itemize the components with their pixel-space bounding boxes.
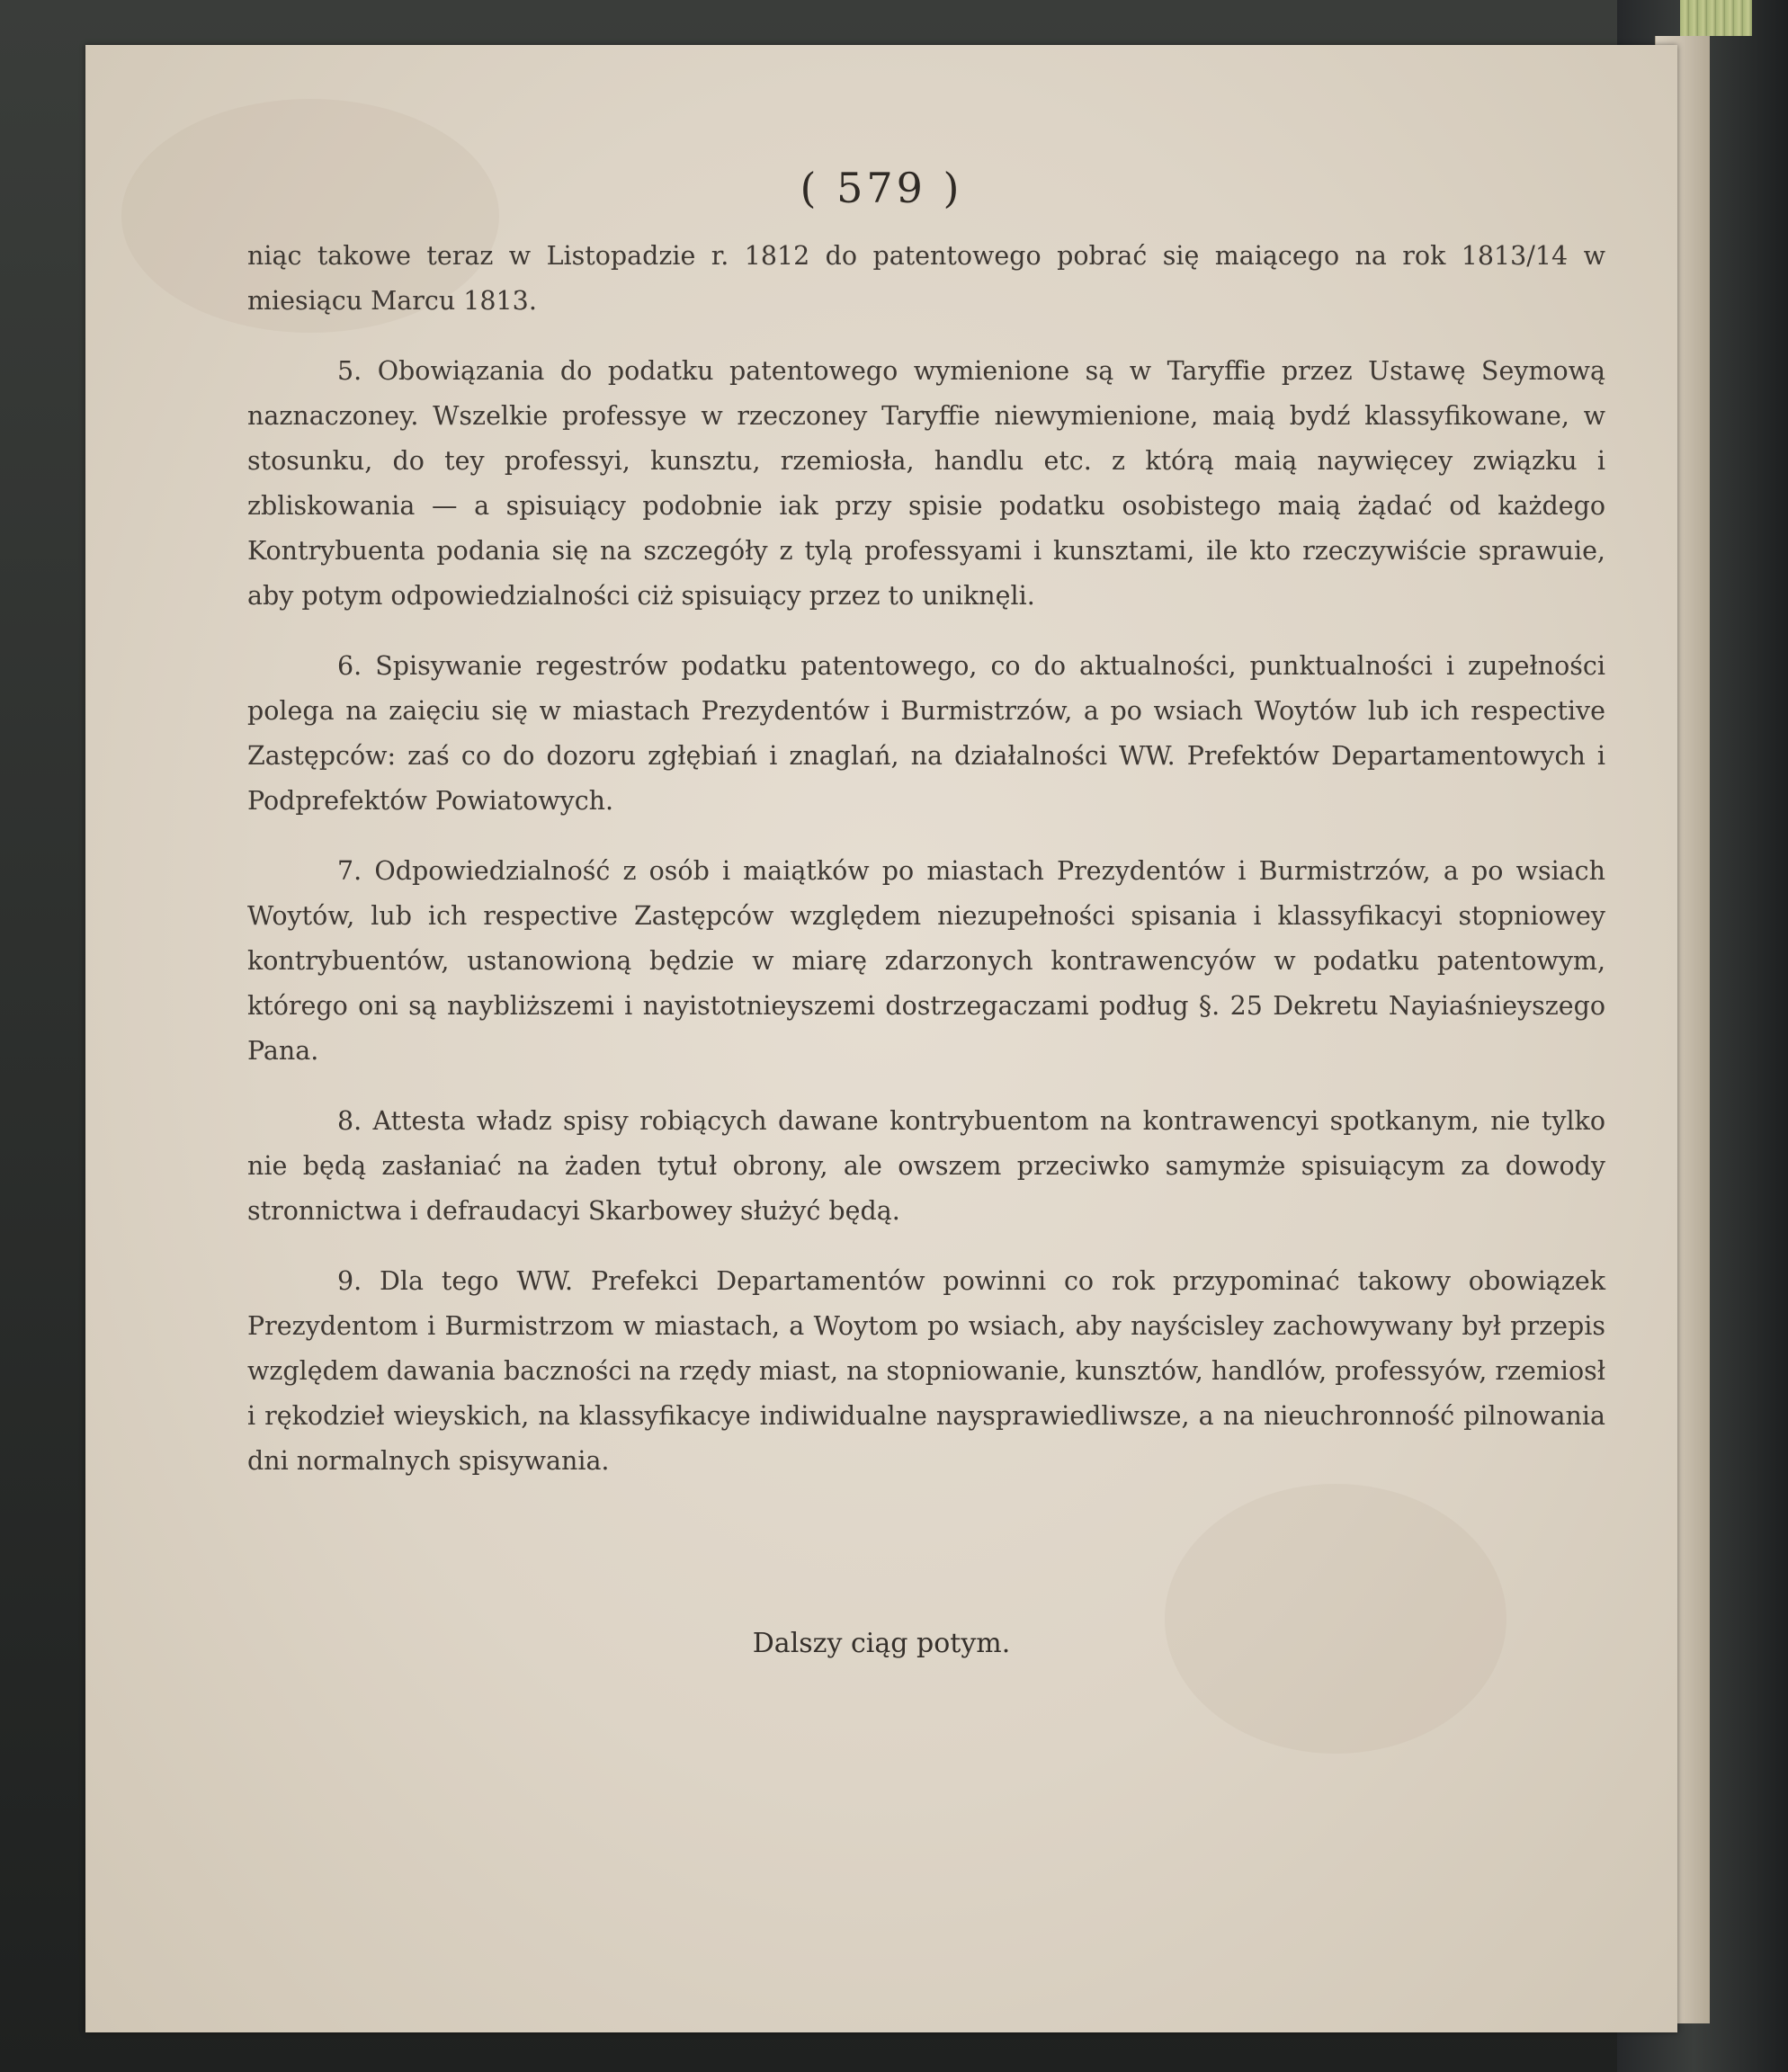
page-body — [247, 234, 1605, 1484]
binding-ribbon — [1680, 0, 1752, 36]
paragraph-section-5: 5. Obowiązania do podatku patentowego wymienione są w Taryffie przez Ustawę Seymową naznaczoney. Wszelkie professye w rzeczoney Taryffie niewymienione, maią bydź klassyfikowane, w stosunku, do tey professyi, kunsztu, rzemiosła, handlu etc. z którą maią naywięcey związku i zbliskowania — a spisuiący podobnie iak przy spisie podatku osobistego maią żądać od każdego Kontrybuenta podania się na szczegóły z tylą professyami i kunsztami, ile kto rzeczywiście sprawuie, aby potym odpowiedzialności ciż spisuiący przez to uniknęli. — [247, 356, 1605, 611]
document-page — [85, 45, 1677, 2032]
closing-note: Dalszy ciąg potym. — [752, 1628, 1011, 1659]
paper-stain — [1165, 1484, 1506, 1754]
page-number: ( 579 ) — [800, 164, 963, 212]
paragraph-section-8: 8. Attesta władz spisy robiących dawane kontrybuentom na kontrawencyi spotkanym, nie tylko nie będą zasłaniać na żaden tytuł obrony, ale owszem przeciwko samymże spisuiącym za dowody stronnictwa i defraudacyi Skarbowey służyć będą. — [247, 1106, 1605, 1226]
paragraph-continuation: niąc takowe teraz w Listopadzie r. 1812 do patentowego pobrać się maiącego na rok 1813/14 w miesiącu Marcu 1813. — [247, 241, 1605, 316]
paragraph-section-7: 7. Odpowiedzialność z osób i maiątków po miastach Prezydentów i Burmistrzów, a po wsiach Woytów, lub ich respective Zastępców względem niezupełności spisania i klassyfikacyi stopniowey kontrybuentów, ustanowioną będzie w miarę zdarzonych kontrawencyów w podatku patentowym, którego oni są naybliższemi i nayistotnieyszemi dostrzegaczami podług §. 25 Dekretu Nayiaśnieyszego Pana. — [247, 856, 1605, 1066]
paragraph-section-6: 6. Spisywanie regestrów podatku patentowego, co do aktualności, punktualności i zupełności polega na zaięciu się w miastach Prezydentów i Burmistrzów, a po wsiach Woytów lub ich respective Zastępców: zaś co do dozoru zgłębiań i znaglań, na działalności WW. Prefektów Departamentowych i Podprefektów Powiatowych. — [247, 651, 1605, 816]
paragraph-section-9: 9. Dla tego WW. Prefekci Departamentów powinni co rok przypominać takowy obowiązek Prezydentom i Burmistrzom w miastach, a Woytom po wsiach, aby nayścisley zachowywany był przepis względem dawania baczności na rzędy miast, na stopniowanie, kunsztów, handlów, professyów, rzemiosł i rękodzieł wieyskich, na klassyfikacye indiwidualne naysprawiedliwsze, a na nieuchronność pilnowania dni normalnych spisywania. — [247, 1266, 1605, 1476]
